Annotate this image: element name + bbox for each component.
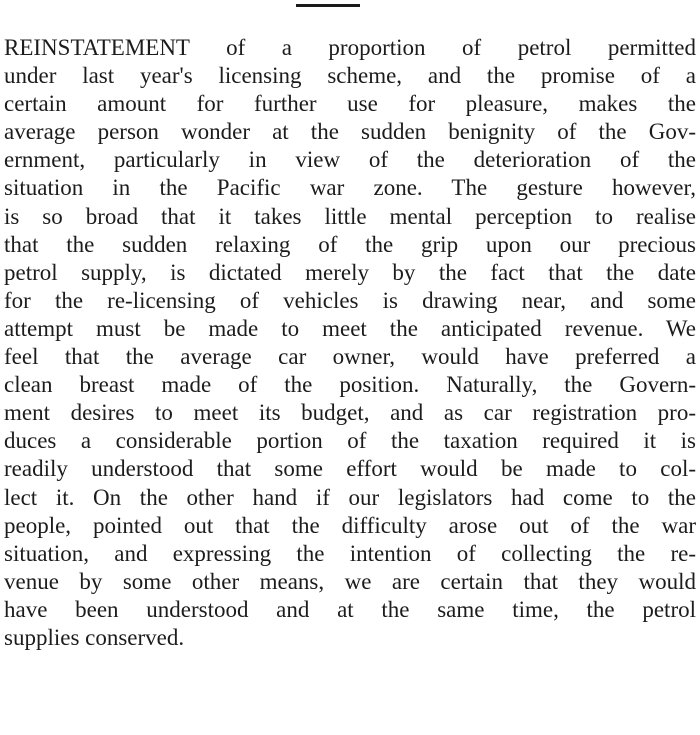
- article-line: under last year's licensing scheme, and the promise of a: [4, 63, 696, 89]
- article-line: clean breast made of the position. Naturally, the Govern-: [4, 372, 696, 398]
- editorial-article: [4, 34, 696, 652]
- article-line: petrol supply, is dictated merely by the fact that the date: [4, 259, 696, 285]
- article-line: attempt must be made to meet the anticipated revenue. We: [4, 315, 696, 341]
- article-line: supplies conserved.: [4, 624, 185, 650]
- article-line: REINSTATEMENT of a proportion of petrol permitted: [4, 35, 696, 60]
- article-line: for the re-licensing of vehicles is drawing near, and some: [4, 287, 696, 313]
- article-line: venue by some other means, we are certain that they would: [4, 568, 696, 594]
- article-line: have been understood and at the same time, the petrol: [4, 596, 696, 622]
- article-line: duces a considerable portion of the taxation required it is: [4, 428, 696, 454]
- article-line: ernment, particularly in view of the deterioration of the: [4, 147, 696, 173]
- article-line: people, pointed out that the difficulty arose out of the war: [4, 512, 696, 538]
- article-line: feel that the average car owner, would have preferred a: [4, 344, 696, 370]
- column-divider-rule: [296, 4, 360, 7]
- article-line: situation, and expressing the intention of collecting the re-: [4, 540, 696, 566]
- article-line: situation in the Pacific war zone. The gesture however,: [4, 175, 696, 201]
- article-line: certain amount for further use for pleasure, makes the: [4, 91, 696, 117]
- article-line: readily understood that some effort would be made to col-: [4, 456, 696, 482]
- article-line: lect it. On the other hand if our legislators had come to the: [4, 484, 696, 510]
- article-line: that the sudden relaxing of the grip upon our precious: [4, 231, 696, 257]
- article-line: average person wonder at the sudden benignity of the Gov-: [4, 119, 696, 145]
- article-line: ment desires to meet its budget, and as car registration pro-: [4, 400, 696, 426]
- article-line: is so broad that it takes little mental perception to realise: [4, 203, 696, 229]
